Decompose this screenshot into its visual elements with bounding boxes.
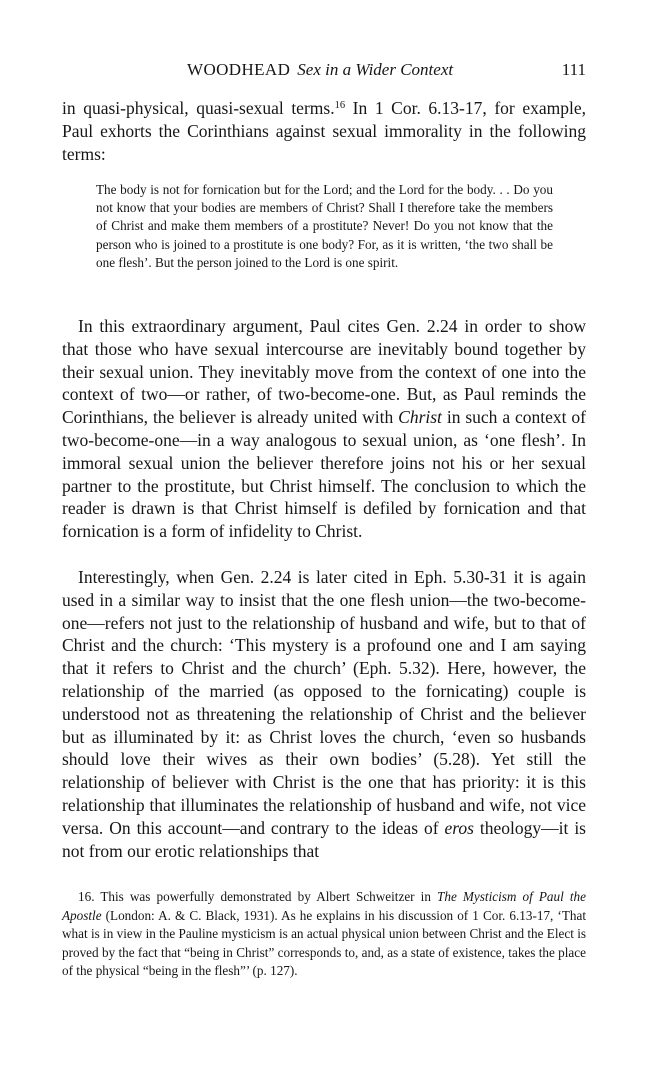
paragraph-1-text-b: In 1 Cor. 6.13-17, for example, Paul exhorts the Corinthians against sexual immorality in the following terms: bbox=[62, 98, 586, 164]
paragraph-1-text-a: in quasi-physical, quasi-sexual terms. bbox=[62, 98, 335, 118]
paragraph-2-text-b: in such a context of two-become-one—in a way analogous to sexual union, as ‘one flesh’. In immoral sexual union the believer therefore joins not his or her sexual partner to the prostitute, but Christ himself. The conclusion to which the reader is drawn is that Christ himself is defiled by fornication and that fornication is a form of infidelity to Christ. bbox=[62, 407, 586, 542]
block-quote: The body is not for fornication but for the Lord; and the Lord for the body. . . Do you not know that your bodies are members of Christ? Shall I therefore take the members of Christ and make them members of a prostitute? Never! Do you not know that the person who is joined to a prostitute is one body? For, as it is written, ‘the two shall be one flesh’. But the person joined to the Lord is one spirit. bbox=[96, 182, 553, 270]
paragraph-2-emphasis: Christ bbox=[398, 407, 442, 428]
running-header bbox=[62, 58, 586, 82]
paragraph-3 bbox=[62, 566, 586, 862]
footnote-16 bbox=[62, 888, 586, 981]
paragraph-2-text-a: In this extraordinary argument, Paul cites Gen. 2.24 in order to show that those who have sexual intercourse are inevitably bound together by their sexual union. They inevitably move from the context of one into the context of two—or rather, of two-become-one. But, as Paul reminds the Corinthians, the believer is already united with bbox=[62, 316, 586, 428]
paragraph-3-emphasis: eros bbox=[444, 817, 474, 838]
footnote-number: 16. bbox=[78, 889, 95, 904]
footnote-text-a: This was powerfully demonstrated by Albert Schweitzer in bbox=[94, 889, 438, 904]
footnote-text-b: (London: A. & C. Black, 1931). As he explains in his discussion of 1 Cor. 6.13-17, ‘That what is in view in the Pauline mysticism is an actual physical union between Christ and the Elect is proved by the fact that “being in Christ” corresponds to, and, as a state of existence, takes the place of the physical “being in the flesh”’ (p. 127). bbox=[62, 907, 586, 979]
paragraph-1 bbox=[62, 97, 586, 165]
running-title bbox=[187, 58, 453, 82]
header-author: WOODHEAD bbox=[187, 60, 291, 79]
paragraph-2 bbox=[62, 315, 586, 543]
footnote-reference[interactable]: 16 bbox=[334, 100, 346, 111]
paragraph-3-text-b: theology—it is not from our erotic relationships that bbox=[62, 817, 586, 861]
page-number: 111 bbox=[561, 60, 586, 79]
footnote-book-title: The Mysticism of Paul the Apostle bbox=[62, 889, 586, 923]
paragraph-3-text-a: Interestingly, when Gen. 2.24 is later cited in Eph. 5.30-31 it is again used in a similar way to insist that the one flesh union—the two-become-one—refers not just to the relationship of husband and wife, but to that of Christ and the church: ‘This mystery is a profound one and I am saying that it refers to Christ and the church’ (Eph. 5.32). Here, however, the relationship of the married (as opposed to the fornicating) couple is understood not as threatening the relationship of Christ and the believer but as illuminated by it: as Christ loves the church, ‘even so husbands should love their wives as their own bodies’ (5.28). Yet still the relationship of believer with Christ is the one that has priority: it is this relationship that illuminates the relationship of husband and wife, not vice versa. On this account—and contrary to the ideas of bbox=[62, 567, 586, 838]
header-title: Sex in a Wider Context bbox=[297, 60, 454, 79]
